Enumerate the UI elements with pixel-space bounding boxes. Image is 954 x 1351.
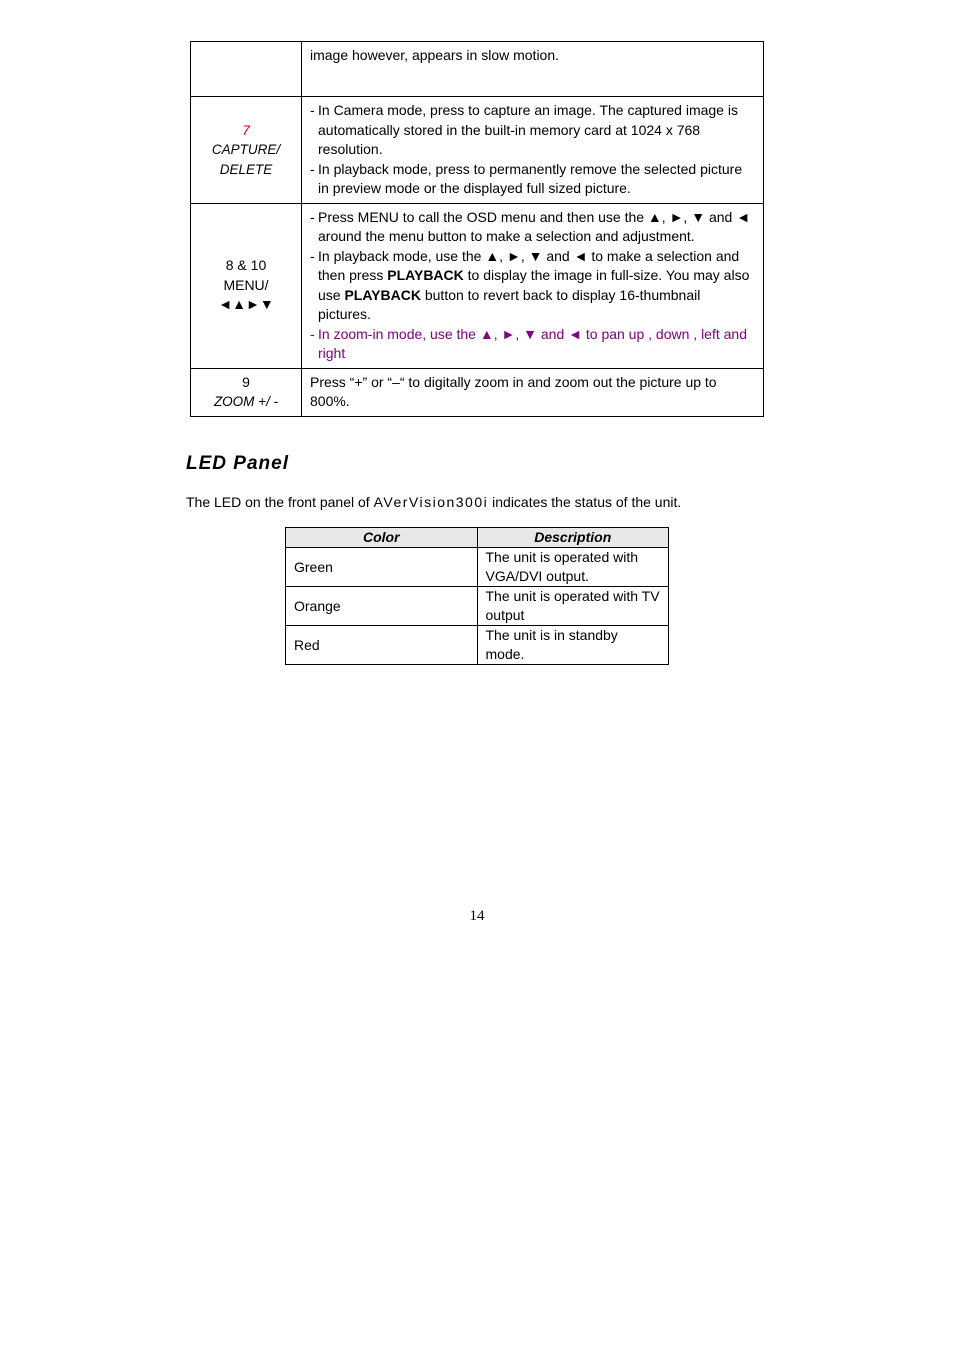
column-header-color: Color xyxy=(286,528,478,548)
key-label-line1: CAPTURE/ xyxy=(211,142,281,157)
key-cell-capture xyxy=(191,97,302,204)
product-name: AVerVision300i xyxy=(373,494,489,510)
key-cell-empty xyxy=(191,42,302,97)
arrow-keys-icon: ◄▲►▼ xyxy=(218,296,274,313)
desc-text: image however, appears in slow motion. xyxy=(310,47,560,63)
column-header-description: Description xyxy=(477,528,669,548)
list-item: - In zoom-in mode, use the ▲, ►, ▼ and ◄ to pan up , down , left and right xyxy=(310,325,755,364)
intro-paragraph: The LED on the front panel of AVerVision300i indicates the status of the unit. xyxy=(186,494,682,510)
desc-cell xyxy=(302,97,764,204)
color-cell: Orange xyxy=(286,587,478,626)
description-cell: The unit is operated with TV output xyxy=(477,587,669,626)
key-number: 9 xyxy=(242,373,250,390)
desc-text: Press “+” or “–“ to digitally zoom in and zoom out the picture up to 800%. xyxy=(310,373,717,409)
description-cell: The unit is operated with VGA/DVI output. xyxy=(477,548,669,587)
table-row xyxy=(286,587,669,626)
description-cell: The unit is in standby mode. xyxy=(477,626,669,665)
page-number: 14 xyxy=(469,908,485,924)
led-status-table xyxy=(285,527,669,665)
key-label: ZOOM +/ - xyxy=(213,394,279,409)
list-item: - In playback mode, press to permanently remove the selected picture in preview mode or the displayed full sized picture. xyxy=(310,160,755,199)
key-label: MENU/ xyxy=(223,276,269,293)
desc-cell xyxy=(302,368,764,416)
list-item: - In Camera mode, press to capture an image. The captured image is automatically stored in the built-in memory card at 1024 x 768 resolution. xyxy=(310,101,755,160)
key-cell-menu xyxy=(191,203,302,368)
bullet-text: Press MENU to call the OSD menu and then use the ▲, ►, ▼ and ◄ around the menu button to make a selection and adjustment. xyxy=(318,208,751,244)
bullet-text: In playback mode, use the ▲, ►, ▼ and ◄ to make a selection and then press PLAYBACK to display the image in full-size. You may also use PLAYBACK button to revert back to display 16-thumbnail pictures. xyxy=(318,247,750,322)
table-row xyxy=(286,626,669,665)
section-heading: LED Panel xyxy=(186,453,289,474)
table-row xyxy=(191,42,764,97)
key-label-line2: DELETE xyxy=(219,161,273,177)
table-row xyxy=(286,548,669,587)
desc-cell xyxy=(302,42,764,97)
function-table xyxy=(190,41,764,417)
key-number: 8 & 10 xyxy=(225,257,267,274)
bullet-text: In zoom-in mode, use the ▲, ►, ▼ and ◄ to pan up , down , left and right xyxy=(318,325,747,361)
desc-cell xyxy=(302,203,764,368)
bullet-text: In playback mode, press to permanently remove the selected picture in preview mode or the displayed full sized picture. xyxy=(318,160,743,196)
color-cell: Red xyxy=(286,626,478,665)
key-cell-zoom xyxy=(191,368,302,416)
color-cell: Green xyxy=(286,548,478,587)
bullet-text: In Camera mode, press to capture an image. The captured image is automatically stored in the built-in memory card at 1024 x 768 resolution. xyxy=(318,102,738,157)
list-item: - Press MENU to call the OSD menu and then use the ▲, ►, ▼ and ◄ around the menu button to make a selection and adjustment. xyxy=(310,208,755,247)
table-row xyxy=(191,203,764,368)
table-row xyxy=(191,97,764,204)
table-header-row xyxy=(286,528,669,548)
key-number: 7 xyxy=(242,121,250,138)
table-row xyxy=(191,368,764,416)
list-item: - In playback mode, use the ▲, ►, ▼ and ◄ to make a selection and then press PLAYBACK to display the image in full-size. You may also use PLAYBACK button to revert back to display 16-thumbnail pictures. xyxy=(310,247,755,325)
